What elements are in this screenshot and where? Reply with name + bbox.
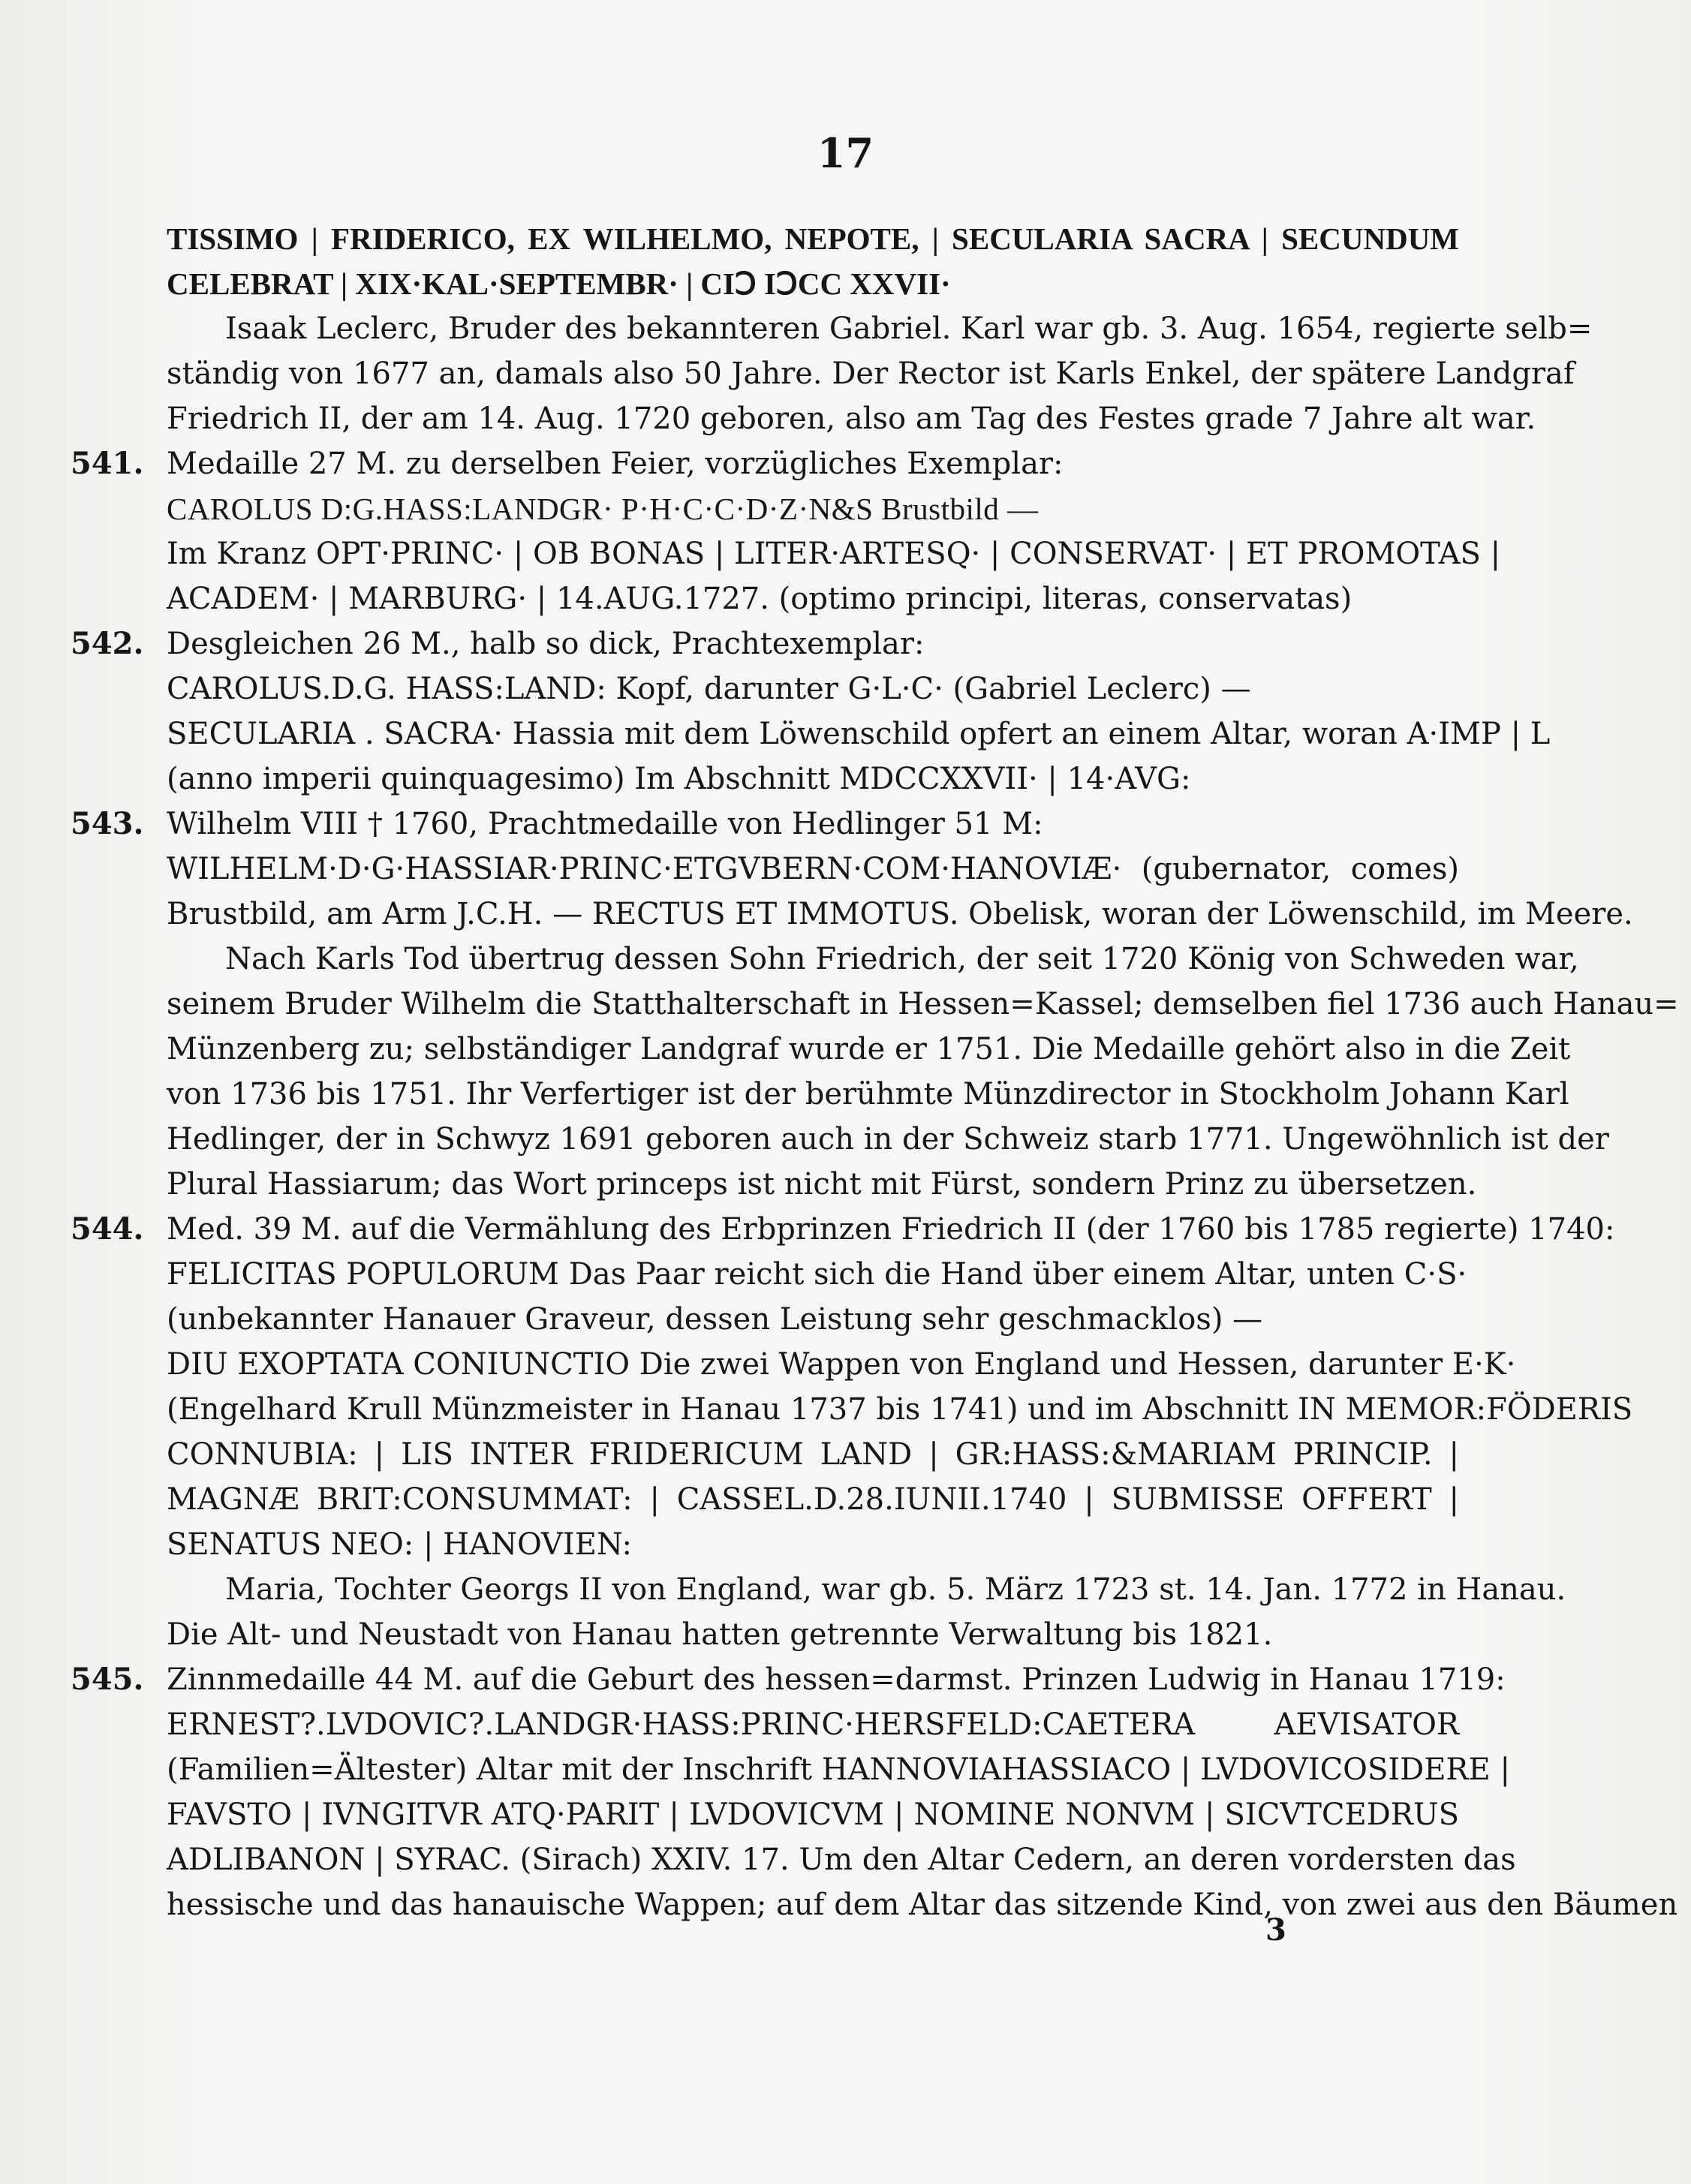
line-text: Medaille 27 M. zu derselben Feier, vorzügliches Exemplar:: [167, 447, 1064, 481]
text-line: [167, 1477, 1459, 1522]
text-line: [167, 576, 1459, 621]
text-line: [167, 261, 1459, 306]
line-text: FELICITAS POPULORUM Das Paar reicht sich die Hand über einem Altar, unten C·S·: [167, 1257, 1467, 1292]
line-text: ACADEM· | MARBURG· | 14.AUG.1727. (optimo principi, literas, conservatas): [167, 582, 1352, 616]
sheet-signature: 3: [1265, 1912, 1286, 1948]
line-text: ständig von 1677 an, damals also 50 Jahre. Der Rector ist Karls Enkel, der spätere Landgraf: [167, 356, 1575, 391]
line-text: Hedlinger, der in Schwyz 1691 geboren auch in der Schweiz starb 1771. Ungewöhnlich ist der: [167, 1122, 1609, 1157]
text-line: [167, 1297, 1459, 1342]
line-text: ERNEST?.LVDOVIC?.LANDGR·HASS:PRINC·HERSFELD:CAETERA AEVISATOR: [167, 1707, 1459, 1742]
line-text: TISSIMO | FRIDERICO, EX WILHELMO, NEPOTE, | SECULARIA SACRA | SECUNDUM: [167, 221, 1459, 256]
text-line: [167, 1252, 1467, 1297]
line-text: (anno imperii quinquagesimo) Im Abschnitt MDCCXXVII· | 14·AVG:: [167, 762, 1191, 796]
line-text: CAROLUS D:G.HASS:LANDGR· P·H·C·C·D·Z·N&S Brustbild —: [167, 492, 1039, 526]
line-text: ADLIBANON | SYRAC. (Sirach) XXIV. 17. Um den Altar Cedern, an deren vordersten das: [167, 1843, 1516, 1877]
text-line: [167, 892, 1633, 937]
text-line: [167, 757, 1459, 802]
entry-line: [71, 802, 1459, 847]
entry-number: 542.: [71, 626, 144, 661]
line-text: hessische und das hanauische Wappen; auf dem Altar das sitzende Kind, von zwei aus den Bäumen: [167, 1888, 1678, 1922]
text-line: [167, 1837, 1516, 1882]
line-text: Desgleichen 26 M., halb so dick, Prachtexemplar:: [167, 627, 925, 661]
text-line: [167, 1567, 1566, 1612]
page-text: [71, 216, 1679, 1927]
line-text: CAROLUS.D.G. HASS:LAND: Kopf, darunter G·L·C· (Gabriel Leclerc) —: [167, 672, 1251, 706]
text-line: [167, 1072, 1569, 1117]
entry-number: 541.: [71, 446, 144, 481]
text-line: [167, 1747, 1510, 1792]
text-line: [167, 711, 1551, 757]
text-line: [167, 1792, 1459, 1837]
line-text: Zinnmedaille 44 M. auf die Geburt des hessen=darmst. Prinzen Ludwig in Hanau 1719:: [167, 1662, 1506, 1697]
text-line: [167, 306, 1593, 351]
line-text: DIU EXOPTATA CONIUNCTIO Die zwei Wappen von England und Hessen, darunter E·K·: [167, 1347, 1516, 1382]
line-text: Nach Karls Tod übertrug dessen Sohn Friedrich, der seit 1720 König von Schweden war,: [225, 942, 1579, 976]
text-line: [167, 1117, 1609, 1162]
line-text: von 1736 bis 1751. Ihr Verfertiger ist der berühmte Münzdirector in Stockholm Johann Karl: [167, 1077, 1569, 1112]
text-line: [167, 666, 1459, 711]
line-text: Maria, Tochter Georgs II von England, war gb. 5. März 1723 st. 14. Jan. 1772 in Hanau.: [225, 1572, 1566, 1607]
text-line: [167, 1027, 1571, 1072]
line-text: seinem Bruder Wilhelm die Statthalterschaft in Hessen=Kassel; demselben fiel 1736 auch Hanau=: [167, 987, 1679, 1021]
line-text: CONNUBIA: | LIS INTER FRIDERICUM LAND | GR:HASS:&MARIAM PRINCIP. |: [167, 1437, 1459, 1472]
line-text: Med. 39 M. auf die Vermählung des Erbprinzen Friedrich II (der 1760 bis 1785 regierte) 1740:: [167, 1212, 1615, 1247]
text-line: [167, 1387, 1633, 1432]
line-text: Im Kranz OPT·PRINC· | OB BONAS | LITER·ARTESQ· | CONSERVAT· | ET PROMOTAS |: [167, 537, 1501, 571]
line-text: Wilhelm VIII † 1760, Prachtmedaille von Hedlinger 51 M:: [167, 807, 1043, 841]
line-text: Die Alt- und Neustadt von Hanau hatten getrennte Verwaltung bis 1821.: [167, 1617, 1273, 1652]
text-line: [167, 396, 1536, 441]
text-line: [167, 1522, 1459, 1567]
entry-line: [71, 441, 1459, 486]
line-text: CELEBRAT | XIX·KAL·SEPTEMBR· | CIↃ IↃCC XXVII·: [167, 266, 951, 301]
text-line: [167, 486, 1459, 531]
text-line: [167, 351, 1575, 396]
text-line: [167, 216, 1459, 261]
line-text: MAGNÆ BRIT:CONSUMMAT: | CASSEL.D.28.IUNII.1740 | SUBMISSE OFFERT |: [167, 1482, 1459, 1517]
line-text: SENATUS NEO: | HANOVIEN:: [167, 1527, 632, 1562]
line-text: SECULARIA . SACRA· Hassia mit dem Löwenschild opfert an einem Altar, woran A·IMP | L: [167, 717, 1551, 751]
text-line: [167, 937, 1579, 982]
text-line: [167, 1162, 1477, 1207]
line-text: (unbekannter Hanauer Graveur, dessen Leistung sehr geschmacklos) —: [167, 1302, 1263, 1337]
text-line: [167, 1612, 1459, 1657]
text-line: [167, 1432, 1459, 1477]
line-text: Isaak Leclerc, Bruder des bekannteren Gabriel. Karl war gb. 3. Aug. 1654, regierte selb=: [225, 311, 1593, 346]
text-line: [167, 1342, 1516, 1387]
line-text: Münzenberg zu; selbständiger Landgraf wurde er 1751. Die Medaille gehört also in die Zeit: [167, 1032, 1571, 1066]
page-number: 17: [817, 129, 874, 177]
entry-number: 544.: [71, 1211, 144, 1247]
line-text: (Familien=Ältester) Altar mit der Inschrift HANNOVIAHASSIACO | LVDOVICOSIDERE |: [167, 1752, 1510, 1787]
line-text: Plural Hassiarum; das Wort princeps ist nicht mit Fürst, sondern Prinz zu übersetzen.: [167, 1167, 1477, 1202]
entry-line: [71, 1207, 1615, 1252]
line-text: Friedrich II, der am 14. Aug. 1720 geboren, also am Tag des Festes grade 7 Jahre alt war.: [167, 402, 1536, 436]
entry-line: [71, 621, 1459, 666]
line-text: Brustbild, am Arm J.C.H. — RECTUS ET IMMOTUS. Obelisk, woran der Löwenschild, im Meere.: [167, 897, 1633, 931]
entry-number: 545.: [71, 1662, 144, 1697]
line-text: FAVSTO | IVNGITVR ATQ·PARIT | LVDOVICVM | NOMINE NONVM | SICVTCEDRUS: [167, 1797, 1459, 1832]
text-line: [167, 982, 1679, 1027]
line-text: WILHELM·D·G·HASSIAR·PRINC·ETGVBERN·COM·HANOVIÆ· (gubernator, comes): [167, 852, 1459, 886]
entry-line: [71, 1657, 1506, 1702]
text-line: [167, 1702, 1459, 1747]
line-text: (Engelhard Krull Münzmeister in Hanau 1737 bis 1741) und im Abschnitt IN MEMOR:FÖDERIS: [167, 1392, 1633, 1427]
text-line: [167, 847, 1459, 892]
text-line: [167, 531, 1501, 576]
entry-number: 543.: [71, 806, 144, 841]
